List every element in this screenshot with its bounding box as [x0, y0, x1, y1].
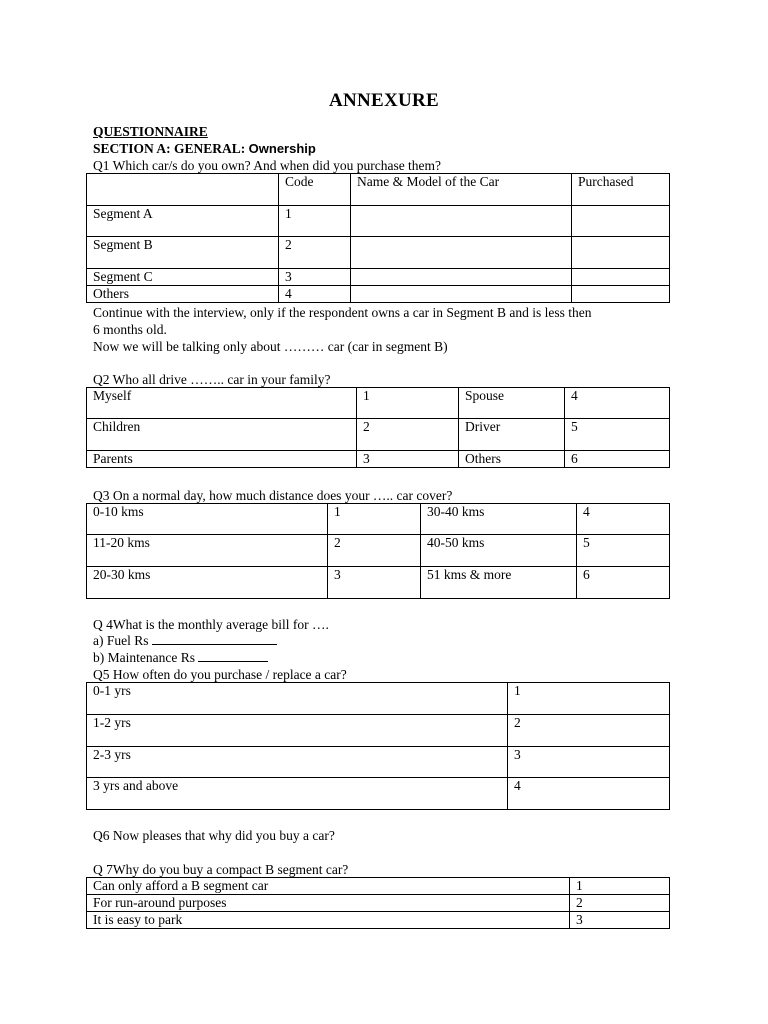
q2-option-code: 1 [357, 388, 459, 419]
q2-table [86, 387, 670, 468]
q2-option-label: Myself [87, 388, 357, 419]
q1-name-model-cell[interactable] [351, 286, 572, 303]
q7-question: Q 7Why do you buy a compact B segment car? [93, 862, 349, 877]
table-row [87, 451, 670, 468]
table-row [87, 419, 670, 451]
q1-row-code: 3 [279, 269, 351, 286]
q1-purchased-cell[interactable] [572, 206, 670, 237]
table-row [87, 269, 670, 286]
q7-option-code: 1 [570, 878, 670, 895]
q2-option-code: 6 [565, 451, 670, 468]
table-row [87, 535, 670, 567]
q3-option-label: 0-10 kms [87, 504, 328, 535]
q1-row-code: 2 [279, 237, 351, 269]
q7-option-label: For run-around purposes [87, 895, 570, 912]
q1-header-name-model: Name & Model of the Car [351, 174, 572, 206]
q7-option-label: Can only afford a B segment car [87, 878, 570, 895]
q2-option-code: 3 [357, 451, 459, 468]
q2-option-label: Children [87, 419, 357, 451]
q5-option-label: 0-1 yrs [87, 683, 508, 715]
q2-option-label: Driver [459, 419, 565, 451]
q1-purchased-cell[interactable] [572, 237, 670, 269]
table-row [87, 878, 670, 895]
q1-note-line3: Now we will be talking only about ……… car (car in segment B) [93, 339, 448, 354]
q1-row-label: Others [87, 286, 279, 303]
q1-header-row [87, 174, 670, 206]
q1-row-code: 4 [279, 286, 351, 303]
q2-option-code: 4 [565, 388, 670, 419]
q7-option-label: It is easy to park [87, 912, 570, 929]
q5-option-code: 1 [508, 683, 670, 715]
table-row [87, 912, 670, 929]
q3-option-label: 40-50 kms [421, 535, 577, 567]
q1-name-model-cell[interactable] [351, 237, 572, 269]
q2-option-label: Spouse [459, 388, 565, 419]
q1-table [86, 173, 670, 303]
q5-question: Q5 How often do you purchase / replace a car? [93, 667, 347, 682]
q7-table [86, 877, 670, 929]
q5-table [86, 682, 670, 810]
q1-row-code: 1 [279, 206, 351, 237]
q5-option-label: 3 yrs and above [87, 778, 508, 810]
q3-option-code: 6 [577, 567, 670, 599]
table-row [87, 715, 670, 747]
q5-option-label: 2-3 yrs [87, 747, 508, 778]
table-row [87, 747, 670, 778]
q3-option-label: 11-20 kms [87, 535, 328, 567]
q2-option-label: Others [459, 451, 565, 468]
q7-option-code: 3 [570, 912, 670, 929]
q5-option-code: 4 [508, 778, 670, 810]
table-row [87, 567, 670, 599]
table-row [87, 388, 670, 419]
q1-header-code: Code [279, 174, 351, 206]
q1-name-model-cell[interactable] [351, 269, 572, 286]
table-row [87, 683, 670, 715]
q1-purchased-cell[interactable] [572, 269, 670, 286]
questionnaire-heading: QUESTIONNAIRE [93, 124, 208, 139]
q1-name-model-cell[interactable] [351, 206, 572, 237]
q2-option-code: 5 [565, 419, 670, 451]
q4-maintenance-blank[interactable] [198, 660, 268, 662]
q2-option-label: Parents [87, 451, 357, 468]
q5-option-code: 3 [508, 747, 670, 778]
q4-maintenance-line [93, 649, 268, 666]
q1-header-purchased: Purchased [572, 174, 670, 206]
table-row [87, 778, 670, 810]
q1-row-label: Segment B [87, 237, 279, 269]
q3-option-code: 1 [328, 504, 421, 535]
q1-row-label: Segment C [87, 269, 279, 286]
q1-note-line2: 6 months old. [93, 322, 167, 337]
table-row [87, 286, 670, 303]
table-row [87, 895, 670, 912]
q1-note-line1: Continue with the interview, only if the respondent owns a car in Segment B and is less then [93, 305, 592, 320]
q5-option-code: 2 [508, 715, 670, 747]
q3-option-label: 51 kms & more [421, 567, 577, 599]
q1-question: Q1 Which car/s do you own? And when did you purchase them? [93, 158, 442, 173]
q5-option-label: 1-2 yrs [87, 715, 508, 747]
q3-option-label: 20-30 kms [87, 567, 328, 599]
q3-question: Q3 On a normal day, how much distance does your ….. car cover? [93, 488, 453, 503]
q3-option-label: 30-40 kms [421, 504, 577, 535]
q1-row-label: Segment A [87, 206, 279, 237]
q2-option-code: 2 [357, 419, 459, 451]
q4-question: Q 4What is the monthly average bill for …. [93, 617, 329, 632]
q4-fuel-label: a) Fuel Rs [93, 633, 152, 648]
q1-purchased-cell[interactable] [572, 286, 670, 303]
q3-table [86, 503, 670, 599]
page-title: ANNEXURE [328, 90, 440, 111]
table-row [87, 504, 670, 535]
table-row [87, 237, 670, 269]
q3-option-code: 5 [577, 535, 670, 567]
q4-fuel-line [93, 632, 277, 649]
q4-maintenance-label: b) Maintenance Rs [93, 650, 199, 665]
section-label: SECTION A: GENERAL: [93, 141, 249, 156]
q3-option-code: 4 [577, 504, 670, 535]
q6-question: Q6 Now pleases that why did you buy a car? [93, 828, 335, 843]
section-suffix: Ownership [248, 141, 316, 156]
q2-question: Q2 Who all drive …….. car in your family? [93, 372, 331, 387]
table-row [87, 206, 670, 237]
q1-header-blank [87, 174, 279, 206]
q4-fuel-blank[interactable] [152, 643, 277, 645]
q3-option-code: 3 [328, 567, 421, 599]
section-heading [93, 140, 316, 157]
q3-option-code: 2 [328, 535, 421, 567]
q7-option-code: 2 [570, 895, 670, 912]
